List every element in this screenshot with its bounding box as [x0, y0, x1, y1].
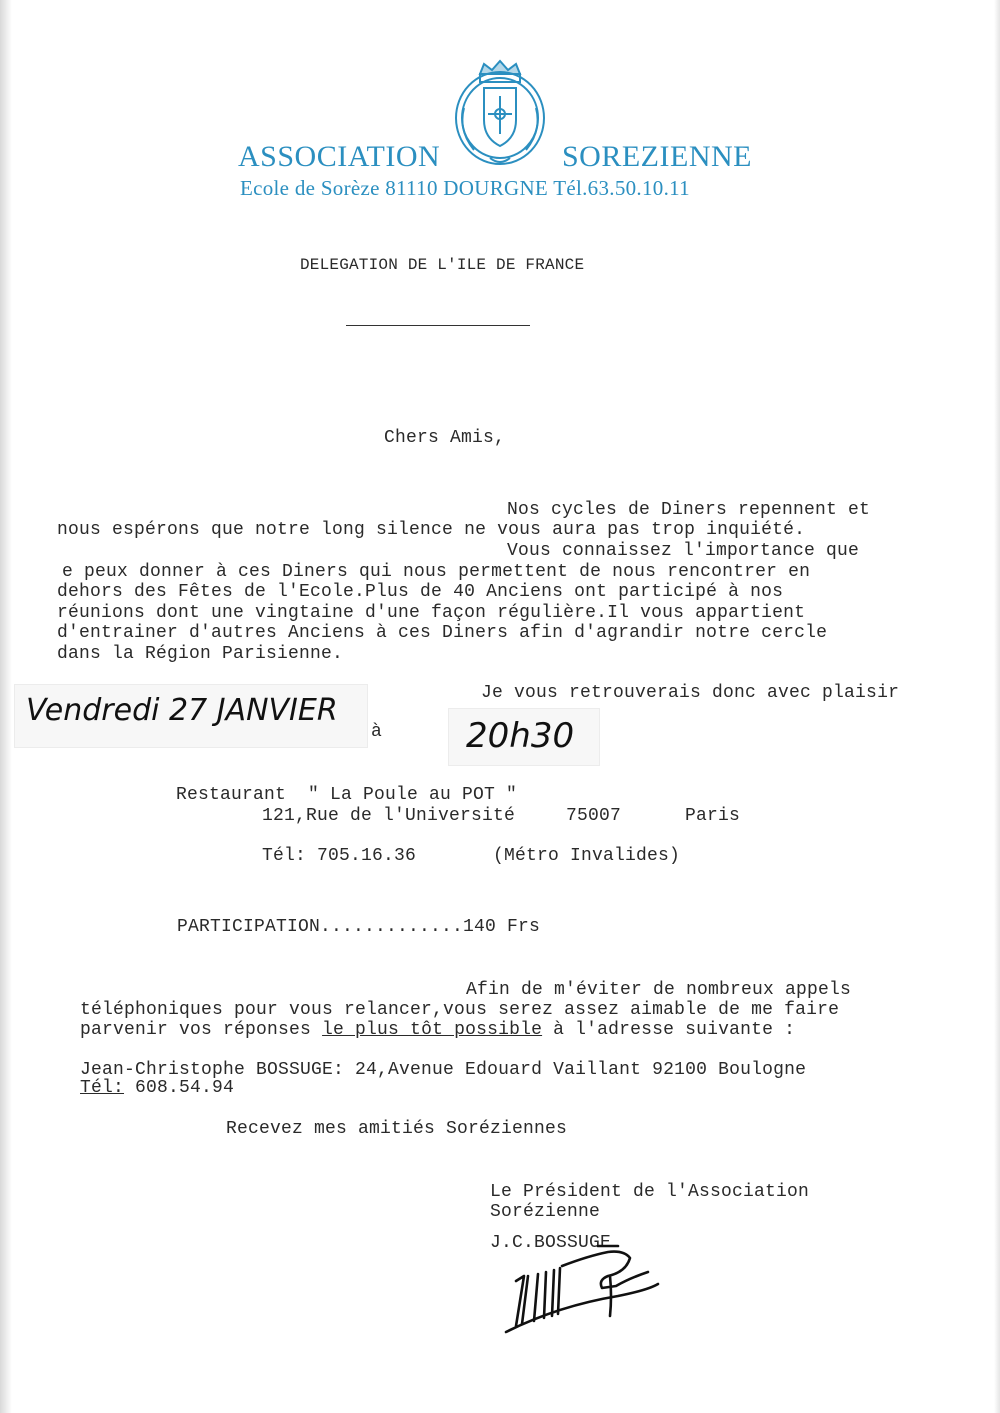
signatory-org: Sorézienne — [490, 1202, 601, 1222]
venue-metro: (Métro Invalides) — [493, 846, 681, 866]
greeting: Chers Amis, — [384, 428, 506, 448]
body-line: e peux donner à ces Diners qui nous permettent de nous rencontrer en — [62, 562, 811, 582]
body-line: Afin de m'éviter de nombreux appels — [466, 980, 852, 1000]
crest-emblem-icon — [450, 58, 550, 170]
request-text-c: à l'adresse suivante : — [542, 1020, 796, 1040]
reply-tel — [80, 1078, 234, 1098]
page-edge-shadow-right — [994, 0, 1000, 1413]
handwritten-time: 20h30 — [466, 716, 575, 756]
participation-fee: PARTICIPATION.............140 Frs — [177, 917, 541, 937]
body-line: Nos cycles de Diners repennent et — [507, 500, 871, 520]
venue-city: Paris — [685, 806, 741, 826]
body-line — [80, 1020, 795, 1040]
emphasis-underlined: le plus tôt possible — [322, 1020, 543, 1040]
delegation-title: DELEGATION DE L'ILE DE FRANCE — [300, 256, 585, 274]
reply-tel-value: 608.54.94 — [124, 1078, 235, 1098]
page-edge-shadow — [0, 0, 12, 1413]
body-line: dans la Région Parisienne. — [57, 644, 344, 664]
body-line: réunions dont une vingtaine d'une façon régulière.Il vous appartient — [57, 603, 806, 623]
signatory-name: J.C.BOSSUGE — [490, 1233, 612, 1253]
org-address-line: Ecole de Sorèze 81110 DOURGNE Tél.63.50.10.11 — [240, 176, 690, 200]
body-line: téléphoniques pour vous relancer,vous serez assez aimable de me faire — [80, 1000, 840, 1020]
handwritten-signature-icon — [498, 1236, 668, 1336]
reply-address: Jean-Christophe BOSSUGE: 24,Avenue Edouard Vaillant 92100 Boulogne — [80, 1060, 807, 1080]
title-rule — [346, 325, 530, 326]
venue-street: 121,Rue de l'Université — [262, 806, 516, 826]
org-name-right: SOREZIENNE — [562, 140, 752, 173]
closing-line: Recevez mes amitiés Soréziennes — [226, 1119, 568, 1139]
body-line: Je vous retrouverais donc avec plaisir — [481, 683, 900, 703]
request-text-a: parvenir vos réponses — [80, 1020, 323, 1040]
body-line: d'entrainer d'autres Anciens à ces Diners afin d'agrandir notre cercle — [57, 623, 828, 643]
venue-name: Restaurant " La Poule au POT " — [176, 785, 518, 805]
body-line: dehors des Fêtes de l'Ecole.Plus de 40 Anciens ont participé à nos — [57, 582, 784, 602]
reply-tel-label: Tél: — [80, 1078, 125, 1098]
signatory-title: Le Président de l'Association — [490, 1182, 810, 1202]
venue-tel: Tél: 705.16.36 — [262, 846, 417, 866]
handwritten-date: Vendredi 27 JANVIER — [26, 693, 338, 728]
a-word: à — [371, 722, 383, 742]
org-name-left: ASSOCIATION — [238, 140, 441, 173]
body-line: Vous connaissez l'importance que — [507, 541, 860, 561]
body-line: nous espérons que notre long silence ne vous aura pas trop inquiété. — [57, 520, 806, 540]
venue-postcode: 75007 — [566, 806, 622, 826]
